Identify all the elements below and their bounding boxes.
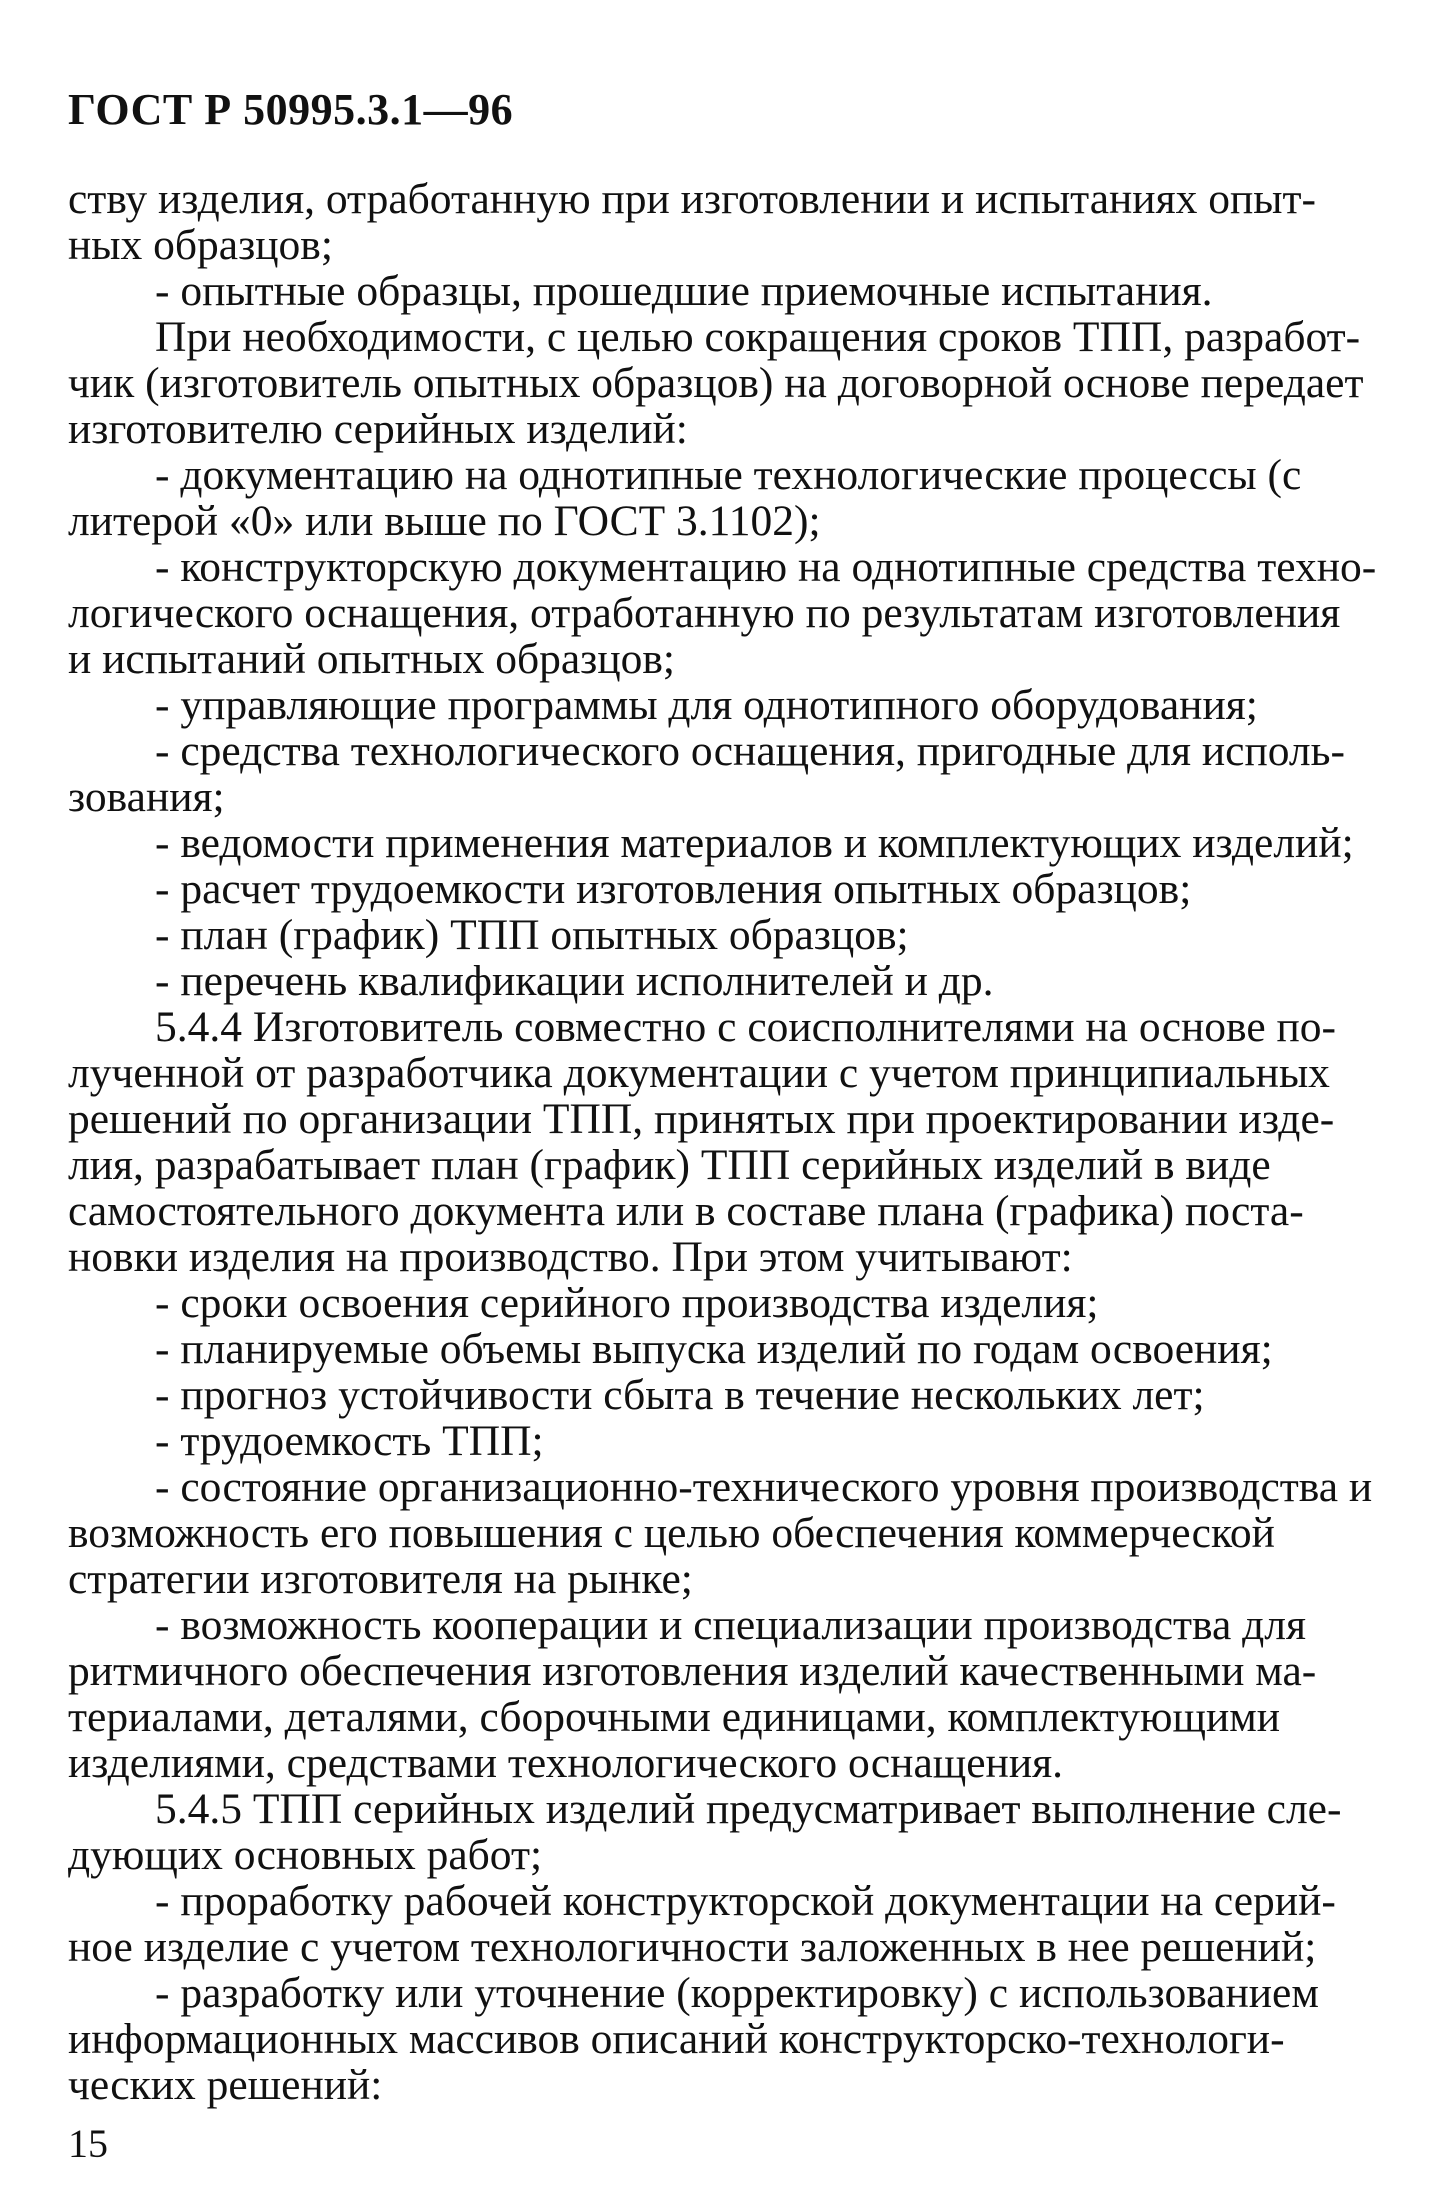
text-line: литерой «0» или выше по ГОСТ 3.1102); <box>68 497 821 545</box>
text-line: - план (график) ТПП опытных образцов; <box>68 911 909 959</box>
page-number: 15 <box>68 2121 108 2166</box>
text-line: - документацию на однотипные технологические процессы (с <box>68 451 1302 499</box>
text-line: самостоятельного документа или в составе плана (графика) поста- <box>68 1187 1304 1235</box>
text-line: возможность его повышения с целью обеспечения коммерческой <box>68 1509 1275 1557</box>
text-line: - сроки освоения серийного производства изделия; <box>68 1279 1099 1327</box>
text-line: - опытные образцы, прошедшие приемочные испытания. <box>68 267 1213 315</box>
text-line: лученной от разработчика документации с учетом принципиальных <box>68 1049 1330 1097</box>
text-line: териалами, деталями, сборочными единицами, комплектующими <box>68 1693 1281 1741</box>
text-line: При необходимости, с целью сокращения сроков ТПП, разработ- <box>68 313 1361 361</box>
document-code-header: ГОСТ Р 50995.3.1—96 <box>68 85 514 134</box>
text-line: стратегии изготовителя на рынке; <box>68 1555 693 1603</box>
document-body-text <box>68 176 1440 2108</box>
text-line: изделиями, средствами технологического оснащения. <box>68 1739 1063 1787</box>
text-line: информационных массивов описаний конструкторско-технологи- <box>68 2015 1285 2063</box>
text-line: - трудоемкость ТПП; <box>68 1417 544 1465</box>
text-line: чик (изготовитель опытных образцов) на договорной основе передает <box>68 359 1364 407</box>
text-line: новки изделия на производство. При этом учитывают: <box>68 1233 1073 1281</box>
text-line: - прогноз устойчивости сбыта в течение нескольких лет; <box>68 1371 1205 1419</box>
text-line: - планируемые объемы выпуска изделий по годам освоения; <box>68 1325 1273 1373</box>
text-line: - состояние организационно-технического уровня производства и <box>68 1463 1373 1511</box>
text-line: лия, разрабатывает план (график) ТПП серийных изделий в виде <box>68 1141 1271 1189</box>
text-line: 5.4.5 ТПП серийных изделий предусматривает выполнение сле- <box>68 1785 1342 1833</box>
text-line: - разработку или уточнение (корректировку) с использованием <box>68 1969 1319 2017</box>
text-line: логического оснащения, отработанную по результатам изготовления <box>68 589 1341 637</box>
text-line: - ведомости применения материалов и комплектующих изделий; <box>68 819 1354 867</box>
text-line: - возможность кооперации и специализации производства для <box>68 1601 1307 1649</box>
text-line: зования; <box>68 773 225 821</box>
text-line: - перечень квалификации исполнителей и др. <box>68 957 994 1005</box>
text-line: решений по организации ТПП, принятых при проектировании изде- <box>68 1095 1335 1143</box>
text-line: ритмичного обеспечения изготовления изделий качественными ма- <box>68 1647 1317 1695</box>
text-line: - проработку рабочей конструкторской документации на серий- <box>68 1877 1336 1925</box>
text-line: 5.4.4 Изготовитель совместно с соисполнителями на основе по- <box>68 1003 1337 1051</box>
text-line: ству изделия, отработанную при изготовлении и испытаниях опыт- <box>68 175 1316 223</box>
text-line: - конструкторскую документацию на однотипные средства техно- <box>68 543 1377 591</box>
text-line: ческих решений: <box>68 2061 383 2109</box>
text-line: ное изделие с учетом технологичности заложенных в нее решений; <box>68 1923 1317 1971</box>
text-line: - расчет трудоемкости изготовления опытных образцов; <box>68 865 1192 913</box>
text-line: - управляющие программы для однотипного оборудования; <box>68 681 1258 729</box>
text-line: - средства технологического оснащения, пригодные для исполь- <box>68 727 1345 775</box>
text-line: и испытаний опытных образцов; <box>68 635 675 683</box>
text-line: дующих основных работ; <box>68 1831 543 1879</box>
text-line: ных образцов; <box>68 221 333 269</box>
text-line: изготовителю серийных изделий: <box>68 405 688 453</box>
